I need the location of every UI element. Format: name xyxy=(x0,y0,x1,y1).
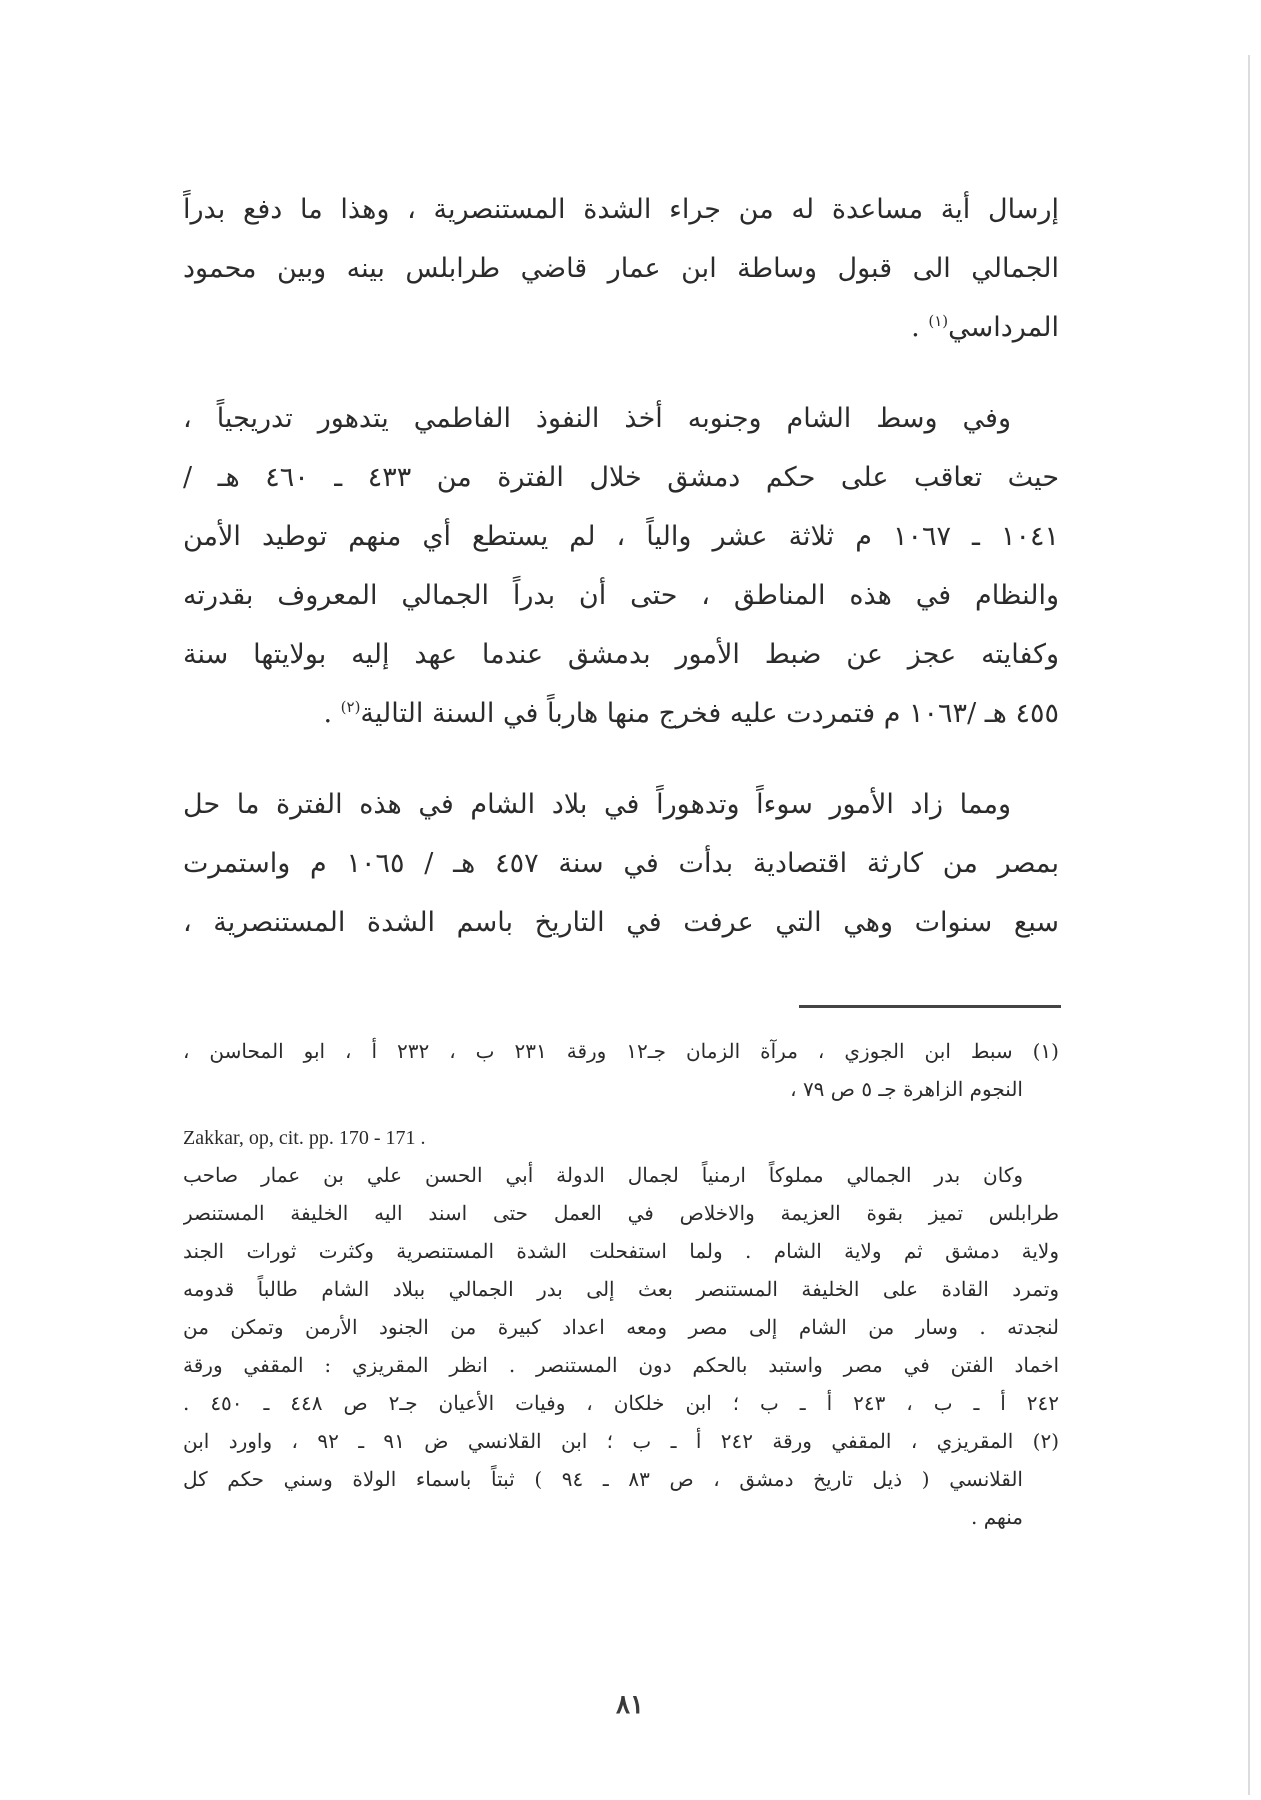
footnote-line: اخماد الفتن في مصر واستبد بالحكم دون المستنصر . انظر المقريزي : المقفي ورقة xyxy=(183,1353,1059,1377)
footnote-line: وتمرد القادة على الخليفة المستنصر بعث إلى بدر الجمالي ببلاد الشام طالباً قدومه xyxy=(183,1277,1059,1301)
footnote-ref-2[interactable]: (٢) xyxy=(340,698,361,716)
body-line: الجمالي الى قبول وساطة ابن عمار قاضي طرابلس بينه وبين محمود xyxy=(183,253,1059,284)
footnote-latin-citation: Zakkar, op, cit. pp. 170 - 171 . xyxy=(183,1127,426,1149)
footnote-line: (١) سبط ابن الجوزي ، مرآة الزمان جـ١٢ ورقة ٢٣١ ب ، ٢٣٢ أ ، ابو المحاسن ، xyxy=(183,1039,1059,1063)
page-number: ٨١ xyxy=(616,1690,644,1720)
body-line: إرسال أية مساعدة له من جراء الشدة المستنصرية ، وهذا ما دفع بدراً xyxy=(183,194,1059,225)
footnote-line: منهم . xyxy=(971,1505,1023,1529)
footnote-line: طرابلس تميز بقوة العزيمة والاخلاص في العمل حتى اسند اليه الخليفة المستنصر xyxy=(183,1201,1059,1225)
footnote-line: لنجدته . وسار من الشام إلى مصر ومعه اعداد كبيرة من الجنود الأرمن وتمكن من xyxy=(183,1315,1059,1339)
body-line: ومما زاد الأمور سوءاً وتدهوراً في بلاد الشام في هذه الفترة ما حل xyxy=(183,789,1011,820)
footnote-separator xyxy=(799,1005,1061,1008)
body-line-text: المرداسي xyxy=(948,312,1059,343)
footnote-line: القلانسي ( ذيل تاريخ دمشق ، ص ٨٣ ـ ٩٤ ) ثبتاً باسماء الولاة وسني حكم كل xyxy=(183,1467,1023,1491)
footnote-2 xyxy=(183,1422,1059,1536)
footnotes xyxy=(183,1032,1059,1536)
footnote-line: ولاية دمشق ثم ولاية الشام . ولما استفحلت الشدة المستنصرية وكثرت ثورات الجند xyxy=(183,1239,1059,1263)
line-tail: . xyxy=(323,698,341,729)
body-line xyxy=(183,298,1059,357)
footnote-line: (٢) المقريزي ، المقفي ورقة ٢٤٢ أ ـ ب ؛ ابن القلانسي ض ٩١ ـ ٩٢ ، واورد ابن xyxy=(183,1429,1059,1453)
footnote-ref-1[interactable]: (١) xyxy=(928,312,949,330)
body-line: والنظام في هذه المناطق ، حتى أن بدراً الجمالي المعروف بقدرته xyxy=(183,580,1059,611)
footnote-1 xyxy=(183,1032,1059,1422)
body-line xyxy=(183,684,1059,743)
line-tail: . xyxy=(911,312,929,343)
page-edge-line xyxy=(1248,55,1250,1795)
body-line: بمصر من كارثة اقتصادية بدأت في سنة ٤٥٧ هـ / ١٠٦٥ م واستمرت xyxy=(183,848,1059,879)
body-line: حيث تعاقب على حكم دمشق خلال الفترة من ٤٣٣ ـ ٤٦٠ هـ / xyxy=(183,462,1059,493)
body-line-text: ٤٥٥ هـ /١٠٦٣ م فتمردت عليه فخرج منها هارباً في السنة التالية xyxy=(360,698,1059,729)
main-body-text xyxy=(183,180,1059,952)
paragraph-1 xyxy=(183,180,1059,357)
footnote-line: وكان بدر الجمالي مملوكاً ارمنياً لجمال الدولة أبي الحسن علي بن عمار صاحب xyxy=(183,1163,1023,1187)
body-line: ١٠٤١ ـ ١٠٦٧ م ثلاثة عشر والياً ، لم يستطع أي منهم توطيد الأمن xyxy=(183,521,1059,552)
paragraph-3 xyxy=(183,775,1059,952)
body-line: وفي وسط الشام وجنوبه أخذ النفوذ الفاطمي يتدهور تدريجياً ، xyxy=(183,403,1011,434)
footnote-line: ٢٤٢ أ ـ ب ، ٢٤٣ أ ـ ب ؛ ابن خلكان ، وفيات الأعيان جـ٢ ص ٤٤٨ ـ ٤٥٠ . xyxy=(183,1391,1059,1415)
paragraph-2 xyxy=(183,389,1059,743)
body-line: وكفايته عجز عن ضبط الأمور بدمشق عندما عهد إليه بولايتها سنة xyxy=(183,639,1059,670)
body-line: سبع سنوات وهي التي عرفت في التاريخ باسم الشدة المستنصرية ، xyxy=(183,907,1059,938)
footnote-line: النجوم الزاهرة جـ ٥ ص ٧٩ ، xyxy=(790,1077,1023,1101)
